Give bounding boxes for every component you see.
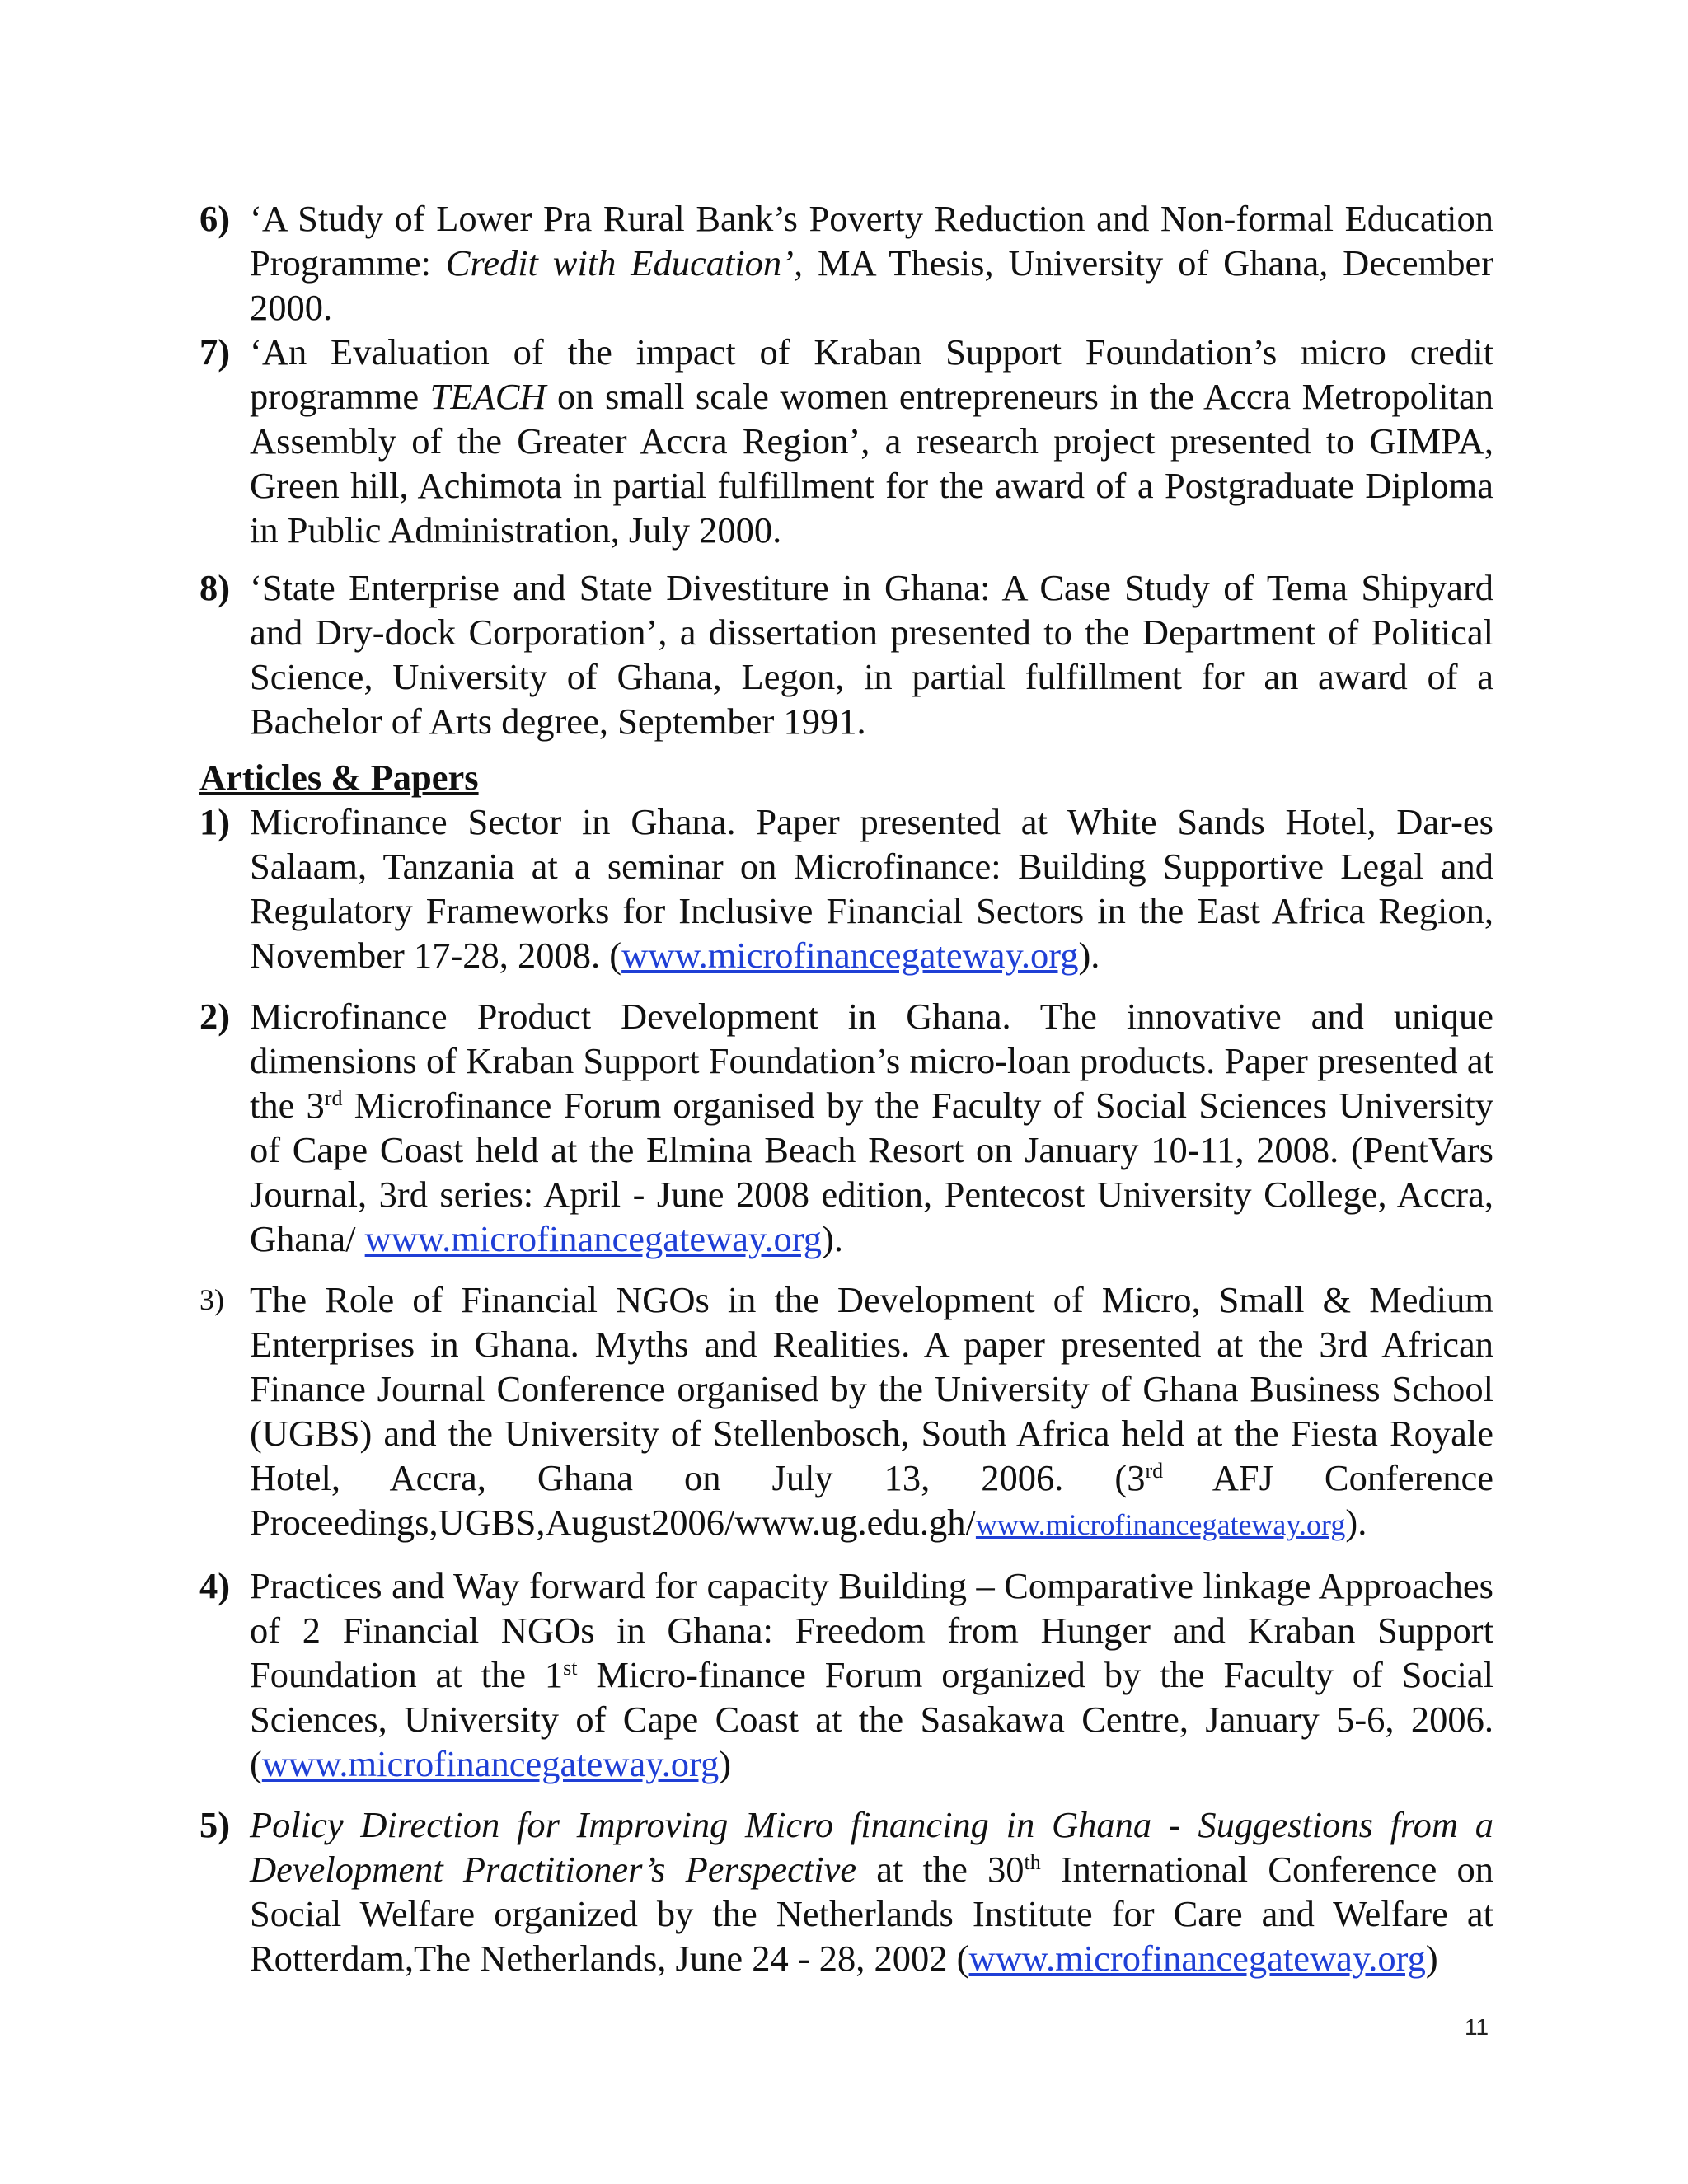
item-text: ‘An Evaluation of the impact of Kraban Support Foundation’s micro credit programme <box>250 331 1493 417</box>
item-text: ). <box>1345 1502 1367 1543</box>
item-text: Microfinance Sector in Ghana. Paper presented at White Sands Hotel, Dar-es Salaam, Tanzania at a seminar on Microfinance: Building Supportive Legal and Regulatory Frameworks for Inclusive Financial Sectors in the East Africa Region, November 17-28, 2008. ( <box>250 801 1493 976</box>
microfinance-gateway-link[interactable]: www.microfinancegateway.org <box>364 1218 823 1259</box>
item-number: 7) <box>199 331 231 373</box>
item-text: ‘State Enterprise and State Divestiture in Ghana: A Case Study of Tema Shipyard and Dry-dock Corporation’, a dissertation presented to the Department of Political Science, University of Ghana, Legon, in partial fulfillment for an award of a Bachelor of Arts degree, September 1991. <box>250 567 1493 742</box>
item-text: on small scale women entrepreneurs in the Accra Metropolitan Assembly of the Greater Accra Region’, a research project presented to GIMPA, Green hill, Achimota in partial fulfillment for the award of a Postgraduate Diploma in Public Administration, July 2000. <box>250 376 1493 551</box>
item-text: ‘A Study of Lower Pra Rural Bank’s Poverty Reduction and Non-formal Education Programme: <box>250 198 1493 284</box>
thesis-item-8 <box>199 565 1493 743</box>
thesis-item-6 <box>199 196 1493 330</box>
item-number: 6) <box>199 198 231 239</box>
document-page <box>199 196 1493 1980</box>
microfinance-gateway-link[interactable]: www.microfinancegateway.org <box>968 1938 1426 1979</box>
item-text: MA Thesis, University of Ghana, December 2000. <box>250 242 1494 328</box>
superscript: st <box>563 1656 578 1680</box>
microfinance-gateway-link[interactable]: www.microfinancegateway.org <box>621 935 1079 976</box>
item-title-italic: Policy Direction for Improving Micro financing in Ghana - Suggestions from a Development Practitioner’s Perspective <box>250 1804 1493 1890</box>
item-number: 4) <box>199 1565 231 1606</box>
item-text: International Conference on Social Welfare organized by the Netherlands Institute for Care and Welfare at Rotterdam,The Netherlands, June 24 - 28, 2002 ( <box>250 1849 1493 1979</box>
thesis-item-7 <box>199 330 1493 552</box>
page-number: 11 <box>1465 2014 1489 2040</box>
item-text: ). <box>822 1218 843 1259</box>
item-title-italic: Credit with Education’, <box>445 242 804 284</box>
item-text: Microfinance Forum organised by the Faculty of Social Sciences University of Cape Coast held at the Elmina Beach Resort on January 10-11, 2008. (PentVars Journal, 3rd series: April - June 2008 edition, Pentecost University College, Accra, Ghana/ <box>250 1085 1493 1259</box>
item-text: ) <box>719 1743 732 1784</box>
article-item-5 <box>199 1802 1493 1980</box>
item-number: 2) <box>199 996 231 1037</box>
item-number: 3) <box>199 1283 224 1316</box>
superscript: rd <box>324 1086 343 1110</box>
item-text: ). <box>1078 935 1100 976</box>
item-text: Micro-finance Forum organized by the Faculty of Social Sciences, University of Cape Coast at the Sasakawa Centre, January 5-6, 2006. ( <box>250 1654 1493 1784</box>
superscript: rd <box>1145 1459 1164 1483</box>
item-text: ) <box>1425 1938 1438 1979</box>
article-item-2 <box>199 994 1493 1261</box>
microfinance-gateway-link[interactable]: www.microfinancegateway.org <box>975 1508 1346 1541</box>
item-text: Practices and Way forward for capacity Building – Comparative linkage Approaches of 2 Financial NGOs in Ghana: Freedom from Hunger and Kraban Support Foundation at the 1 <box>250 1565 1493 1695</box>
superscript: th <box>1024 1850 1041 1874</box>
item-number: 5) <box>199 1804 231 1845</box>
microfinance-gateway-link[interactable]: www.microfinancegateway.org <box>261 1743 720 1784</box>
item-title-italic: TEACH <box>429 376 546 417</box>
articles-heading: Articles & Papers <box>199 757 479 798</box>
article-item-4 <box>199 1563 1493 1786</box>
item-text: The Role of Financial NGOs in the Development of Micro, Small & Medium Enterprises in Ghana. Myths and Realities. A paper presented at the 3rd African Finance Journal Conference organised by the University of Ghana Business School (UGBS) and the University of Stellenbosch, South Africa held at the Fiesta Royale Hotel, Accra, Ghana on July 13, 2006. (3 <box>250 1279 1493 1498</box>
item-text: at the 30 <box>856 1849 1025 1890</box>
item-text: AFJ Conference Proceedings,UGBS,August2006/www.ug.edu.gh/ <box>250 1457 1493 1543</box>
article-item-3 <box>199 1277 1493 1547</box>
item-text: Microfinance Product Development in Ghana. The innovative and unique dimensions of Kraban Support Foundation’s micro-loan products. Paper presented at the 3 <box>250 996 1493 1126</box>
item-number: 1) <box>199 801 231 842</box>
item-number: 8) <box>199 567 231 608</box>
article-item-1 <box>199 799 1493 977</box>
